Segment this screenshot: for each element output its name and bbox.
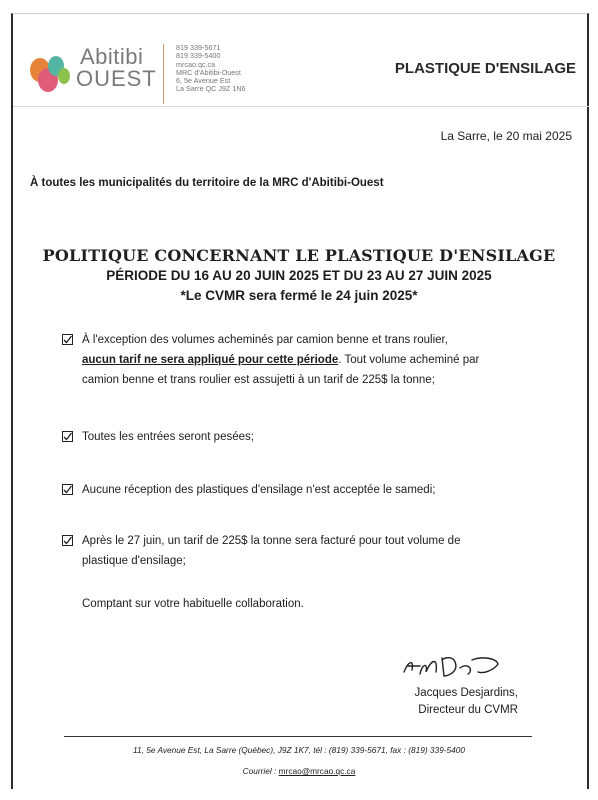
footer-address: 11, 5e Avenue Est, La Sarre (Québec), J9Z 1K7, tél : (819) 339-5671, fax : (819) 339-5400 — [133, 745, 465, 755]
item1-line2 — [82, 350, 522, 370]
signature-icon — [398, 648, 508, 682]
contact-city: La Sarre QC J9Z 1N6 — [176, 84, 246, 94]
list-item — [82, 427, 522, 447]
contact-org: MRC d'Abitibi-Ouest — [176, 67, 241, 77]
item4-line1: Après le 27 juin, un tarif de 225$ la tonne sera facturé pour tout volume de — [82, 535, 461, 547]
contact-block — [176, 44, 246, 94]
item1-line3: camion benne et trans roulier est assujetti à un tarif de 225$ la tonne; — [82, 374, 435, 386]
list-item — [82, 330, 522, 390]
item2-text: Toutes les entrées seront pesées; — [82, 431, 254, 443]
closed-notice: *Le CVMR sera fermé le 24 juin 2025* — [180, 288, 418, 303]
document-title: POLITIQUE CONCERNANT LE PLASTIQUE D'ENSILAGE — [42, 246, 556, 265]
checkbox-icon — [62, 535, 73, 546]
logo-text-abitibi: Abitibi — [80, 44, 144, 69]
document-label: PLASTIQUE D'ENSILAGE — [394, 60, 576, 77]
contact-street: 6, 5e Avenue Est — [176, 76, 231, 86]
contact-fax: 819 339-5400 — [176, 51, 221, 61]
period-line: PÉRIODE DU 16 AU 20 JUIN 2025 ET DU 23 AU 27 JUIN 2025 — [106, 268, 492, 283]
footer-divider — [64, 736, 532, 737]
recipient-line: À toutes les municipalités du territoire de la MRC d'Abitibi-Ouest — [30, 177, 384, 189]
footer-email-link[interactable]: mrcao@mrcao.qc.ca — [278, 766, 356, 776]
item4-line2: plastique d'ensilage; — [82, 555, 186, 567]
checkbox-icon — [62, 431, 73, 442]
item3-text: Aucune réception des plastiques d'ensilage n'est acceptée le samedi; — [82, 484, 436, 496]
list-item — [82, 480, 522, 500]
signer-title: Directeur du CVMR — [418, 704, 518, 716]
logo-text-ouest: OUEST — [76, 66, 157, 91]
contact-phone: 819 339-5671 — [176, 43, 221, 52]
date-line: La Sarre, le 20 mai 2025 — [440, 129, 572, 143]
item1-underlined: aucun tarif ne sera appliqué pour cette période — [82, 354, 339, 366]
contact-website[interactable]: mrcao.qc.ca — [176, 59, 216, 69]
footer-email-label: Courriel : — [242, 766, 277, 776]
item1-line2-rest: . Tout volume acheminé par — [338, 354, 480, 366]
item1-line1: À l'exception des volumes acheminés par camion benne et trans roulier, — [82, 334, 448, 346]
checkbox-icon — [62, 484, 73, 495]
header-divider — [13, 106, 589, 107]
closing-line: Comptant sur votre habituelle collaboration. — [82, 598, 304, 610]
signer-block — [414, 685, 518, 719]
list-item — [82, 531, 522, 571]
logo-divider — [163, 44, 164, 104]
footer-email-line — [0, 766, 598, 776]
signer-name: Jacques Desjardins, — [414, 687, 518, 699]
checkbox-icon — [62, 334, 73, 345]
